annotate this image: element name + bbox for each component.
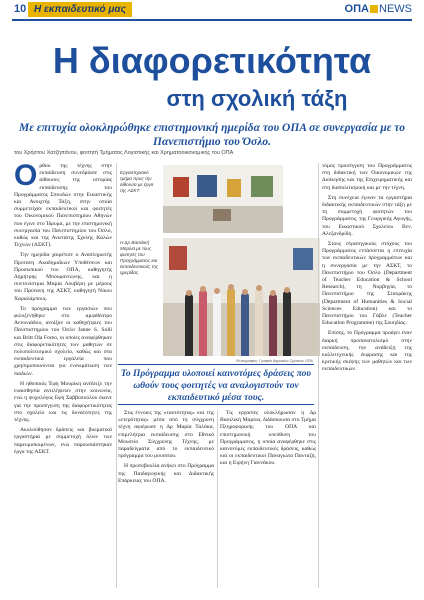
paragraph: Η ηθοποιός Έφη Μουρίκη ανέδειξε την ευαισθησία αντιλήψεων στην κοινωνία, ενώ η ψυχολόγος Εφη Σαββοπούλου έκανε για την προσέγγιση της διαφορετικότητας στο σχολείο και τις δυνατότητες της τέχνης. xyxy=(14,380,112,423)
article-column-right xyxy=(322,163,412,588)
drop-cap: Ο xyxy=(14,163,38,192)
column-divider xyxy=(318,163,319,588)
article-standfirst: Με επιτυχία ολοκληρώθηκε επιστημονική ημερίδα του ΟΠΑ σε συνεργασία με το Πανεπιστήμιο του Όσλο. xyxy=(18,122,405,148)
photo-caption: Εργαστηριακό τμήμα προς την αίθουσα με έργα της ΑΣΚΤ. xyxy=(120,170,154,193)
person-head xyxy=(228,284,234,290)
pullquote: Το Πρόγραμμα υλοποιεί καινοτόμες δράσεις που ωθούν τους φοιτητές να αναλογιστούν τον εκπαιδευτικό μέσα τους. xyxy=(120,369,312,403)
brand-name: ΟΠΑ xyxy=(344,3,369,15)
person-head xyxy=(200,286,206,292)
gallery-photo xyxy=(163,165,283,233)
paragraph: τόμος προσέγγιση του Προγράμματος στη διδακτική των Οικονομικών της Διοίκησης και της Επιχειρηματικής και στη διαπολιτισμική και με την τέχνη. xyxy=(322,163,412,191)
person xyxy=(227,288,235,356)
person-head xyxy=(284,287,290,293)
column-divider xyxy=(217,410,218,588)
person xyxy=(255,289,263,356)
article-byline: του Χρήστου Χατζηπάνου, φοιτητή Τμήματος Λογιστικής και Χρηματοοικονομικής του ΟΠΑ xyxy=(14,150,234,156)
article-column-mid-2 xyxy=(220,410,316,588)
artwork xyxy=(227,179,241,197)
pullquote-rule xyxy=(118,404,314,405)
column-divider xyxy=(116,163,117,588)
article-title: Η διαφορετικότητα xyxy=(52,40,372,81)
article-title-line2: στη σχολική τάξη xyxy=(166,86,348,111)
brand-mark-icon xyxy=(370,5,378,13)
artwork xyxy=(169,246,187,270)
artwork xyxy=(197,175,217,197)
page-number: 10 xyxy=(14,3,27,15)
paragraph: Ακολούθησαν δράσεις και βιωματικά εργαστήρια με συμμετοχή όλων των παρευρισκομένων, ενώ παρουσιάστηκαν έργα της ΑΣΚΤ. xyxy=(14,427,112,455)
paragraph: Την ημερίδα χαιρέτισε ο Αναπληρωτής Πρύτανη Ακαδημαϊκών Υποθέσεων και Προσωπικού του ΟΠΑ, καθηγητής Δημήτρης Μπουραντώνης, και η συντονίστρια Μαρία Λουβέρη με μέρους του Πρύτανη της ΑΣΚΤ, καθηγητή Νίκου Χαραλάμπους. xyxy=(14,252,112,302)
person-head xyxy=(214,288,220,294)
pullquote-rule xyxy=(118,364,314,365)
artwork xyxy=(293,248,313,270)
paragraph: Στις έννοιες της «ταυτότητας» και της «ετερότητας» μέσα από τη σύγχρονη τέχνη αφιέρωσε η Δρ Μαρία Ταλάκα, επιμελήτρια εκπαίδευσης στο Εθνικό Μουσείο Σύγχρονης Τέχνης, με παραδείγματα από το εκπαιδευτικό πρόγραμμα του μουσείου. xyxy=(118,410,214,460)
page-header xyxy=(0,0,424,20)
person xyxy=(213,292,221,356)
paragraph: Στους στρατηγικούς στόχους του Προγράμματος εντάσσεται η επιτυχία των εκπαιδευτικών προγραμμάτων και η συνεργασία με την ΑΣΚΤ, το Πανεπιστήμιο του Όσλο (Department of Teacher Education & School Research), τη Νορβηγία, το Πανεπιστήμιο της Σταυράκης (Department of Humanities & Social Sciences Education) και το Πανεπιστήμιο του Γάβλε (Teacher Education Programme) της Σουηδίας. xyxy=(322,241,412,327)
paragraph: Το πρόγραμμα των εργασιών που φιλοξενήθηκε στο αμφιθέατρο Αντωνιάδου, ανοίξαν οι καθηγήτριες του Πανεπιστημίου του Όσλο Janne S. Solli και Britt Ola Foreo, οι οποίες αναφέρθηκαν στις διαφορετικότητες των μαθητών σε πολυπολιτισμικό σχολείο, καθώς και στα εκπαιδευτικά εργαλεία που χρησιμοποιούνται για ενσωμάτωση των παιδιών. xyxy=(14,305,112,377)
artwork xyxy=(173,177,189,197)
paragraph: Η πρωτοβουλία ανήκει στο Πρόγραμμα της Παιδαγωγικής και Διδακτικής Επάρκειας του ΟΠΑ. xyxy=(118,463,214,484)
person-head xyxy=(242,289,248,295)
paragraph: Τις εργασίες ολοκλήρωσαν η Δρ Βασιλική Μαρίνα, διδάσκουσα στο Τμήμα Πληροφορικής του ΟΠΑ και επιστημονική υπεύθυνη του Προγράμματος, η οποία αναφέρθηκε στις καινοτόμες εκπαιδευτικές δράσεις, καθώς και οι εκπαιδευτικοί Παναγιώτα Πανταζή, και η Ειρήνη Γιαννάκου. xyxy=(220,410,316,467)
person xyxy=(185,294,193,356)
person xyxy=(199,290,207,356)
brand-sub: NEWS xyxy=(379,3,412,15)
paragraph: Στη συνέχεια έγιναν τα εργαστήρια διδακτικής εκπαιδευτικών στην τάξη με τη συμμετοχή φοιτητών του Προγράμματος, της Γεωργικής Αγωγής, του Εικαστικού Σχολείου Βεν. Αλεξανδρίδη. xyxy=(322,194,412,237)
paragraph: ρθιοι της τέχνης στην εκπαίδευση συνεδρίασε στις αίθουσες της ιστορίας εκπαίδευσης του Προγράμματος Σπουδών στην Εικαστικής και Ανοιχτής Τάξη, στην οποία συμμετείχαν εκπαιδευτικοί και φοιτητές του Οικονομικού Πανεπιστημίου Αθηνών που έγινε στο Ίδρυμα, με την επιστημονική συνεργασία του Πανεπιστημίου του Όσλο, καθώς και της Ανωτάτης Σχολής Καλών Τεχνών (ΑΣΚΤ). xyxy=(14,163,112,249)
artwork xyxy=(251,176,273,197)
paragraph: Επίσης, το Πρόγραμμα προάγει έναν διαρκή προσανατολισμό στην εκπαίδευση, την ανάδειξη της καλλιτεχνικής έκφρασης και της κριτικής σκέψης των μαθητών και των εκπαιδευτικών. xyxy=(322,330,412,373)
person xyxy=(269,294,277,356)
article-column-mid-1 xyxy=(118,410,214,588)
group-photo xyxy=(163,238,320,356)
person xyxy=(241,293,249,356)
sculpture xyxy=(213,209,231,221)
header-rule xyxy=(12,19,412,21)
publication-logo xyxy=(345,3,412,15)
person-head xyxy=(256,285,262,291)
photo-credit: Φωτογραφίες: Γραφείο Δημοσίων Σχέσεων ΟΠΑ xyxy=(236,359,313,363)
person-head xyxy=(270,290,276,296)
article-column-left xyxy=(14,163,112,588)
section-label: Η εκπαιδευτικό μας xyxy=(28,2,132,17)
photo-caption: Η Δρ Βασιλική Μαρίνα με τους φοιτητές του Προγράμματος και εκπαιδευτικούς της ημερίδας. xyxy=(120,240,159,275)
person-head xyxy=(186,290,192,296)
person xyxy=(283,291,291,356)
